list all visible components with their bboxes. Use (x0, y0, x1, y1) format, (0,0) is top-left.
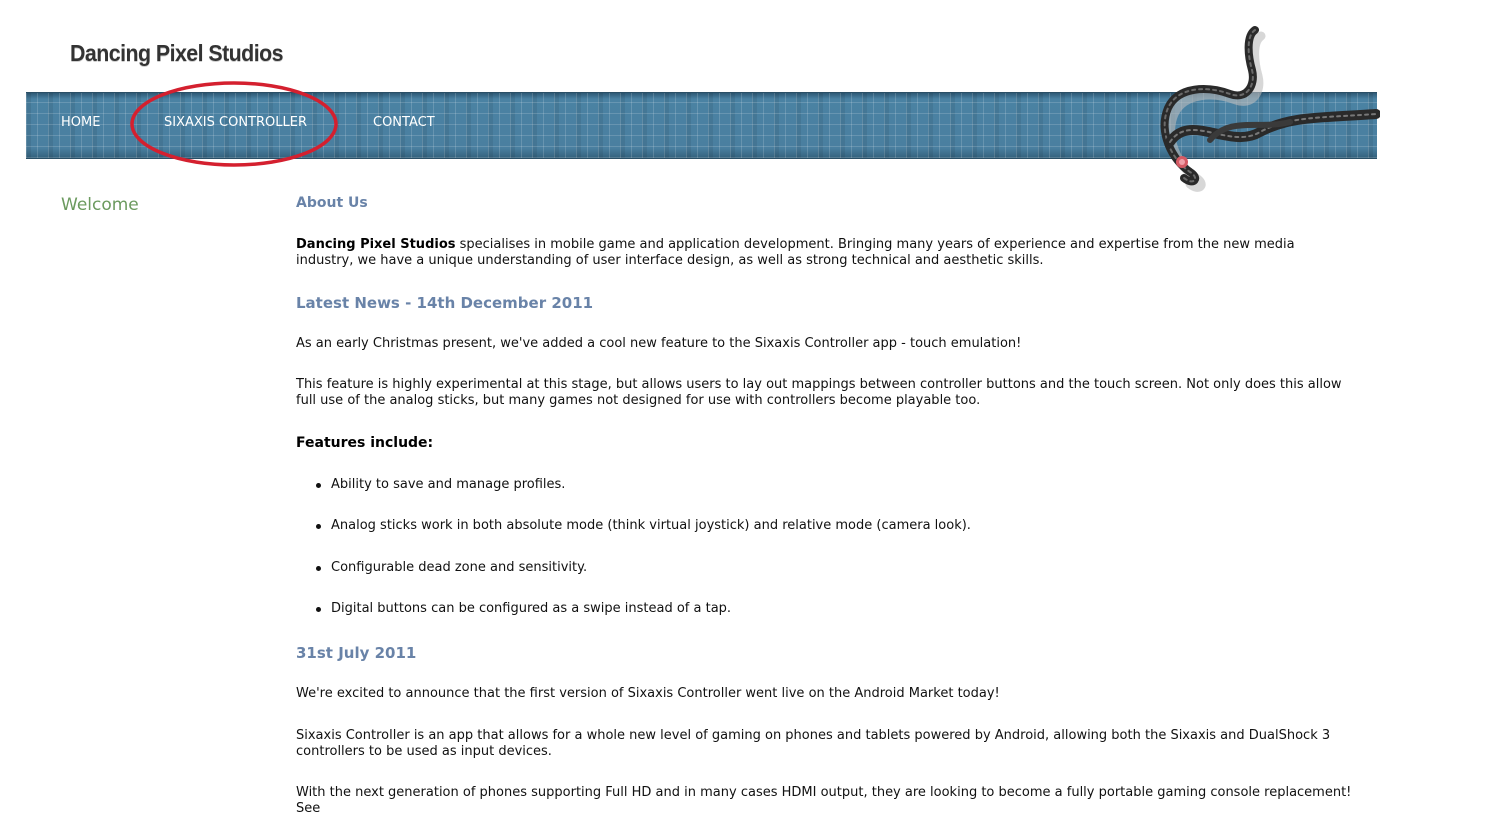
news-jul-paragraph-3: With the next generation of phones supporting Full HD and in many cases HDMI output, they are looking to become a fully portable gaming console replacement! See (296, 785, 1352, 816)
about-paragraph (296, 237, 1356, 269)
news-jul-paragraph-1: We're excited to announce that the first version of Sixaxis Controller went live on the Android Market today! (296, 686, 1000, 701)
bullet-icon (316, 483, 321, 488)
news-jul-paragraph-2: Sixaxis Controller is an app that allows for a whole new level of gaming on phones and tablets powered by Android, allowing both the Sixaxis and DualShock 3 controllers to be used as input devices. (296, 728, 1331, 759)
about-us-heading: About Us (296, 195, 368, 211)
news-dec-paragraph-2: This feature is highly experimental at this stage, but allows users to lay out mappings between controller buttons and the touch screen. Not only does this allow full use of the analog sticks, but many games not designed for use with controllers become playable too. (296, 377, 1342, 408)
latest-news-heading: Latest News - 14th December 2011 (296, 294, 594, 312)
feature-text: Digital buttons can be configured as a swipe instead of a tap. (331, 601, 732, 616)
bullet-icon (316, 566, 321, 571)
feature-text: Configurable dead zone and sensitivity. (331, 560, 588, 575)
company-name-bold: Dancing Pixel Studios (296, 237, 456, 252)
sidebar-welcome-heading: Welcome (61, 195, 139, 215)
nav-sixaxis-controller-link[interactable]: SIXAXIS CONTROLLER (164, 115, 307, 130)
nav-home-link[interactable]: HOME (61, 115, 101, 130)
news-dec-paragraph-1: As an early Christmas present, we've added a cool new feature to the Sixaxis Controller app - touch emulation! (296, 336, 1022, 351)
features-heading: Features include: (296, 435, 434, 451)
bullet-icon (316, 607, 321, 612)
feature-list-item (331, 477, 565, 493)
about-paragraph-text: specialises in mobile game and application development. Bringing many years of experience and expertise from the new media industry, we have a unique understanding of user interface design, as well as strong technical and aesthetic skills. (296, 237, 1295, 268)
site-title: Dancing Pixel Studios (70, 40, 283, 66)
feature-list-item (331, 601, 731, 617)
feature-list-item (331, 560, 587, 576)
feature-list-item (331, 518, 971, 534)
feature-text: Analog sticks work in both absolute mode (think virtual joystick) and relative mode (camera look). (331, 518, 971, 533)
july-news-heading: 31st July 2011 (296, 644, 417, 662)
nav-contact-link[interactable]: CONTACT (373, 115, 435, 130)
bullet-icon (316, 524, 321, 529)
feature-text: Ability to save and manage profiles. (331, 477, 566, 492)
